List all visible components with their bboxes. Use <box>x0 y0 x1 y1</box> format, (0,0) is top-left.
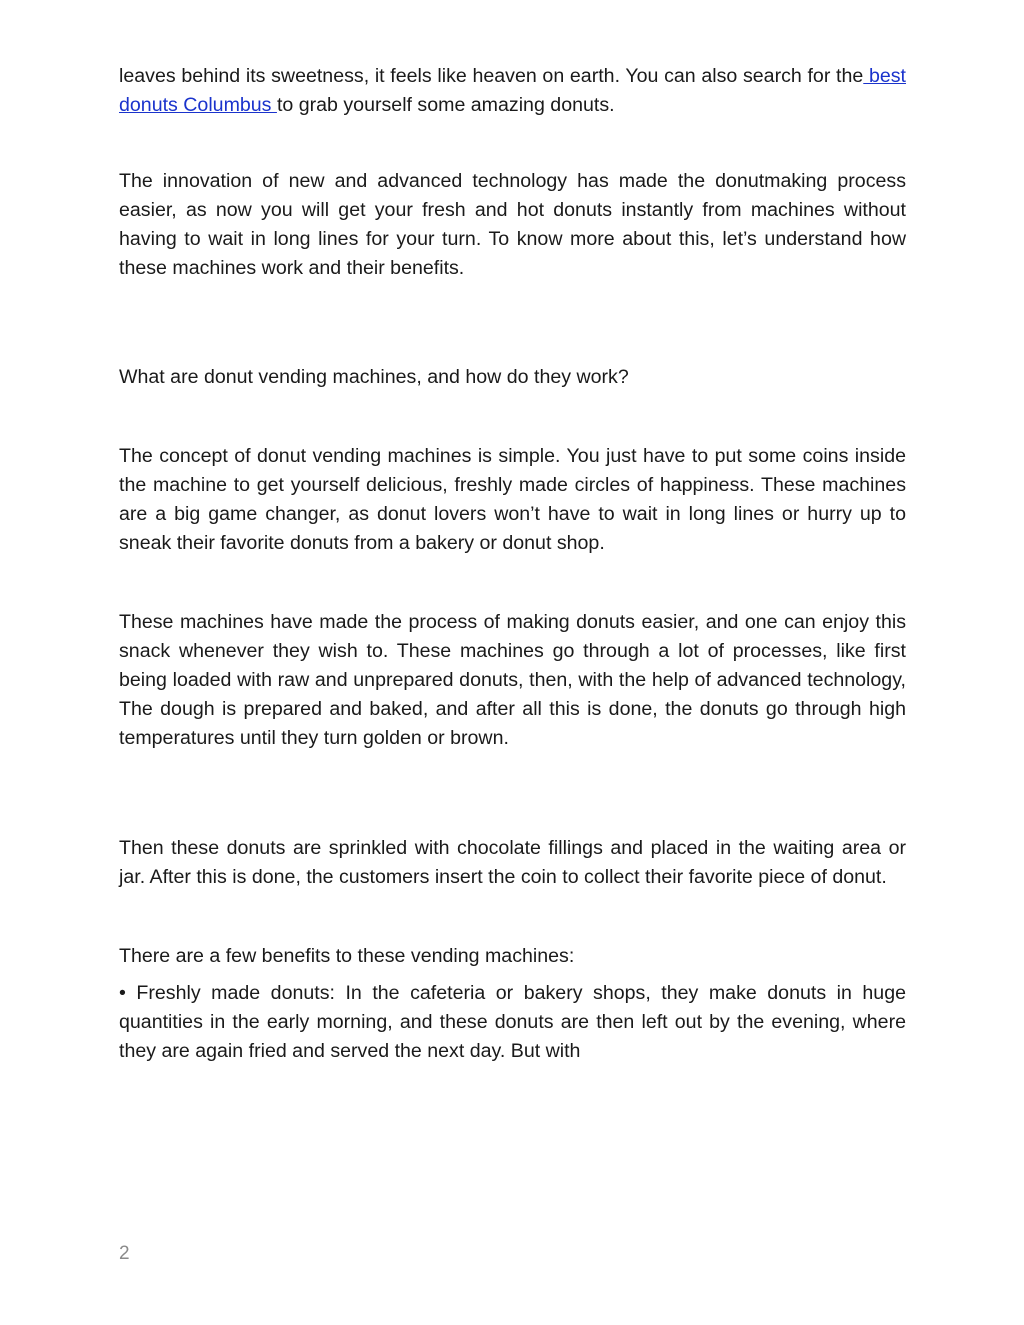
list-item-freshly-made: • Freshly made donuts: In the cafeteria or bakery shops, they make donuts in huge quantities in the early morning, and these donuts are then left out by the evening, where they are again fried and served the next day. But with <box>119 982 906 1062</box>
paragraph-intro-text-end: to grab yourself some amazing donuts. <box>276 94 615 116</box>
paragraph-concept: The concept of donut vending machines is simple. You just have to put some coins inside the machine to get yourself delicious, freshly made circles of happiness. These machines are a big game changer, as donut lovers won’t have to wait in long lines or hurry up to sneak their favorite donuts from a bakery or donut shop. <box>119 445 906 554</box>
paragraph-intro-text-start: leaves behind its sweetness, it feels like heaven on earth. You can also search for the <box>119 65 864 87</box>
paragraph-innovation: The innovation of new and advanced technology has made the donutmaking process easier, as now you will get your fresh and hot donuts instantly from machines without having to wait in long lines for your turn. To know more about this, let’s understand how these machines work and their benefits. <box>119 170 906 279</box>
section-heading: What are donut vending machines, and how do they work? <box>119 366 629 388</box>
paragraph-sprinkles: Then these donuts are sprinkled with chocolate fillings and placed in the waiting area or jar. After this is done, the customers insert the coin to collect their favorite piece of donut. <box>119 837 906 888</box>
best-donuts-columbus-link[interactable]: best donuts Columbus <box>119 65 907 116</box>
paragraph-benefits-intro: There are a few benefits to these vending machines: <box>119 945 575 967</box>
document-page <box>119 62 906 1066</box>
page-number: 2 <box>119 1243 130 1264</box>
paragraph-intro <box>119 62 906 120</box>
paragraph-process: These machines have made the process of making donuts easier, and one can enjoy this snack whenever they wish to. These machines go through a lot of processes, like first being loaded with raw and unprepared donuts, then, with the help of advanced technology, The dough is prepared and baked, and after all this is done, the donuts go through high temperatures until they turn golden or brown. <box>119 611 906 749</box>
